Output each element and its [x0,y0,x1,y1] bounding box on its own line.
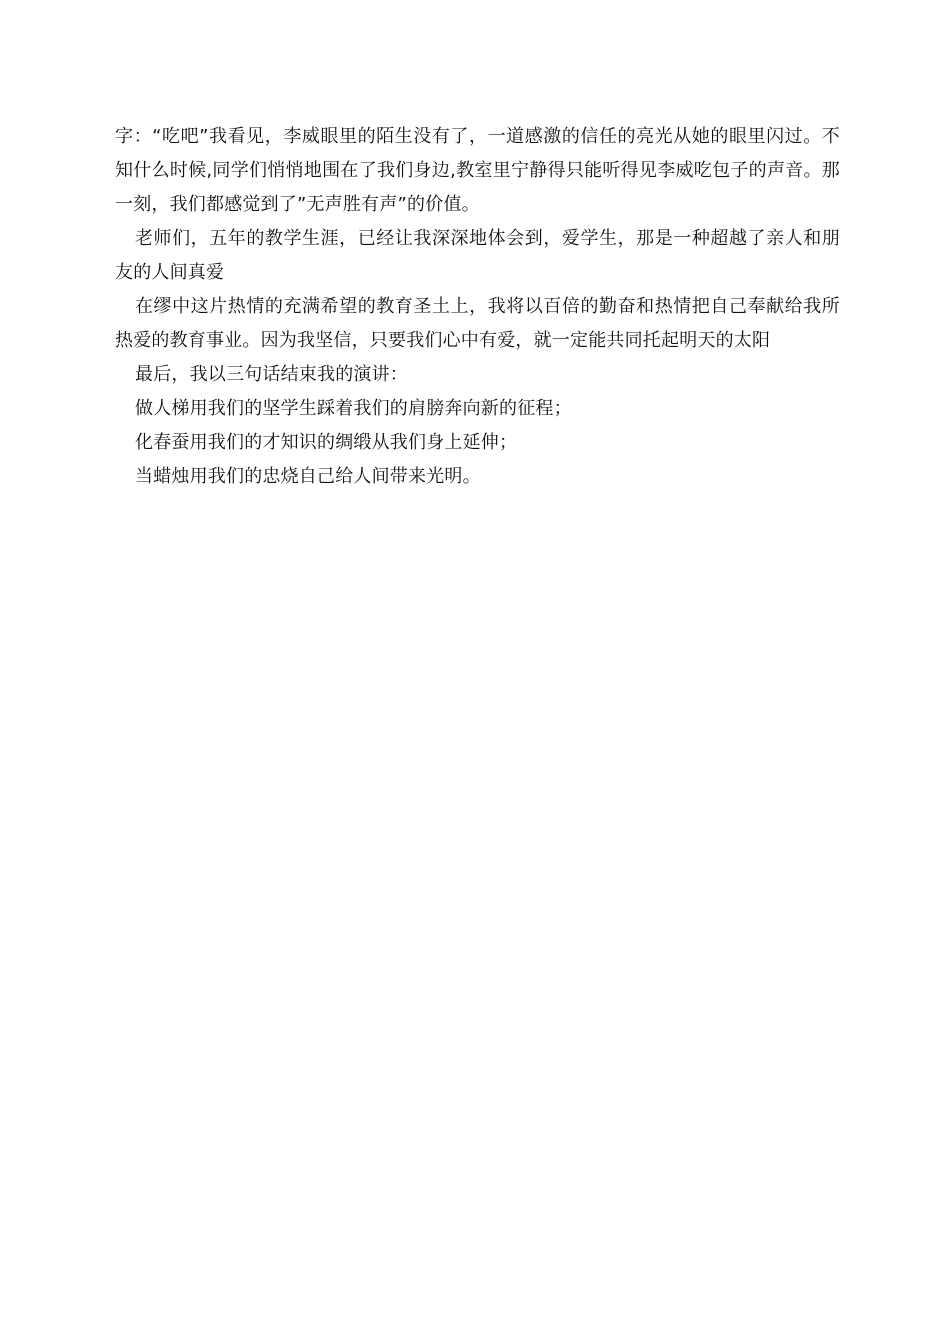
paragraph-teachers: 老师们，五年的教学生涯，已经让我深深地体会到，爱学生，那是一种超越了亲人和朋友的人间真爱 [115,228,840,283]
paragraph-closing-intro: 最后，我以三句话结束我的演讲： [135,364,408,385]
closing-line-candle: 当蜡烛用我们的忠烧自己给人间带来光明。 [135,466,481,487]
closing-line-ladder: 做人梯用我们的坚学生踩着我们的肩膀奔向新的征程； [135,398,572,419]
document-body [115,120,840,494]
paragraph-dedication: 在缪中这片热情的充满希望的教育圣土上，我将以百倍的勤奋和热情把自己奉献给我所热爱的教育事业。因为我坚信，只要我们心中有爱，就一定能共同托起明天的太阳 [115,296,840,351]
closing-line-silkworm: 化春蚕用我们的才知识的绸缎从我们身上延伸； [135,432,518,453]
paragraph-continued: 字：“吃吧”我看见，李威眼里的陌生没有了，一道感激的信任的亮光从她的眼里闪过。不知什么时候,同学们悄悄地围在了我们身边,教室里宁静得只能听得见李威吃包子的声音。那一刻，我们都感觉到了”无声胜有声”的价值。 [115,126,840,215]
